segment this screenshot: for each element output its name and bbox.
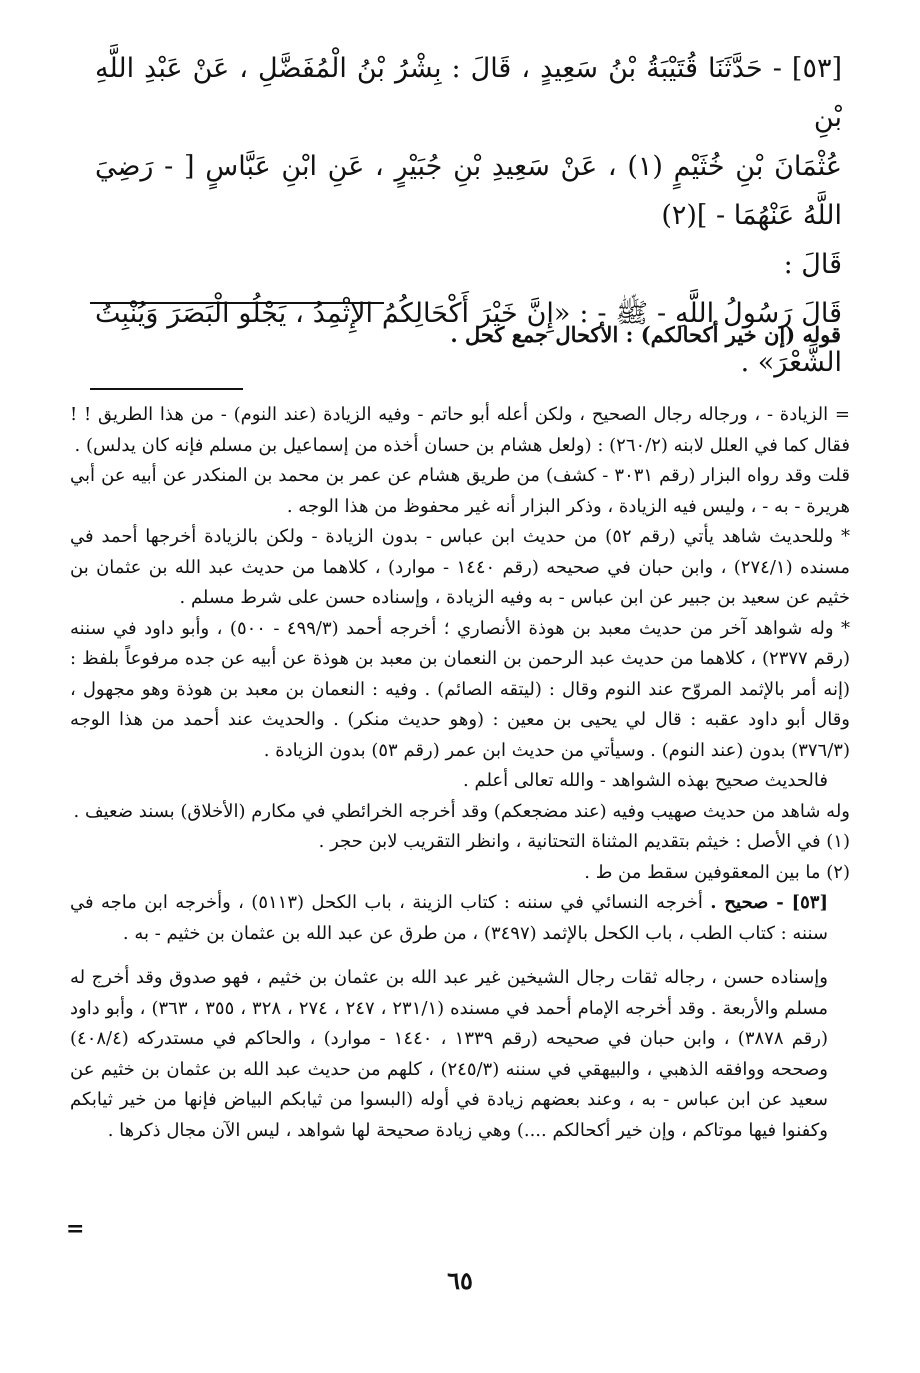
page-number: ٦٥ (447, 1266, 473, 1295)
separator-rule-top (90, 302, 384, 304)
footnote-paragraph: قلت وقد رواه البزار (رقم ٣٠٣١ - كشف) من طريق هشام عن عمر بن محمد بن المنكدر عن أبيه عن أبي هريرة - به - ، وليس فيه الزيادة ، وذكر البزار أنه غير محفوظ من هذا الوجه . (70, 465, 850, 517)
matn-text: قَالَ رَسُولُ اللَّهِ - ﷺ - : «إِنَّ خَيْرَ أَكْحَالِكُمُ الإِثْمِدُ ، يَجْلُو الْبَصَرَ وَيُنْبِتُ الشَّعْرَ» . (95, 298, 842, 378)
footnote-1: (١) في الأصل : خيثم بتقديم المثناة التحتانية ، وانظر التقريب لابن حجر . (318, 831, 850, 852)
takhrij-text: أخرجه النسائي في سننه : كتاب الزينة ، باب الكحل (٥١١٣) ، وأخرجه ابن ماجه في سننه : كتاب الطب ، باب الكحل بالإثمد (٣٤٩٧) ، من طرق عن عبد الله بن عثمان بن خثيم - به . (70, 892, 828, 944)
footnote-paragraph: * وللحديث شاهد يأتي (رقم ٥٢) من حديث ابن عباس - بدون الزيادة - ولكن بالزيادة أخرجها أحمد في مسنده (٢٧٤/١) ، وابن حبان في صحيحه (رقم ١٤٤٠ - موارد) ، كلاهما من حديث عبد الله بن عثمان بن خثيم عن سعيد بن جبير عن ابن عباس - به وفيه الزيادة ، وإسناده حسن على شرط مسلم . (70, 526, 851, 608)
takhrij-paragraph (70, 888, 850, 949)
footnotes-block (70, 400, 850, 1146)
footnote-paragraph: وله شاهد من حديث صهيب وفيه (عند مضجعكم) وقد أخرجه الخرائطي في مكارم (الأخلاق) بسند ضعيف . (73, 800, 850, 822)
takhrij-paragraph: وإسناده حسن ، رجاله ثقات رجال الشيخين غير عبد الله بن عثمان بن خثيم ، فهو صدوق وقد أخرج له مسلم والأربعة . وقد أخرجه الإمام أحمد في مسنده (٢٣١/١ ، ٢٤٧ ، ٢٧٤ ، ٣٢٨ ، ٣٥٥ ، ٣٦٣) ، وأبو داود (رقم ٣٨٧٨) ، وابن حبان في صحيحه (رقم ١٣٣٩ ، ١٤٤٠ - موارد) ، والحاكم في مستدركه (٤٠٨/٤) وصححه ووافقه الذهبي ، والبيهقي في سننه (٢٤٥/٣) ، كلهم من حديث عبد الله بن عثمان بن خثيم عن سعيد عن ابن عباس - به ، وعند بعضهم زيادة في أوله (البسوا من ثيابكم البياض فإنها من خير ثيابكم وكفنوا فيها موتاكم ، وإن خير أكحالكم ....) وهي زيادة صحيحة لها شواهد ، ليس الآن مجال ذكرها . (70, 967, 828, 1141)
continuation-mark: = (66, 1216, 85, 1242)
isnad-line-1: [٥٣] - حَدَّثَنَا قُتَيْبَةُ بْنُ سَعِيدٍ ، قَالَ : بِشْرُ بْنُ الْمُفَضَّلِ ، عَنْ عَبْدِ اللَّهِ بْنِ (95, 53, 842, 133)
footnote-paragraph: * وله شواهد آخر من حديث معبد بن هوذة الأنصاري ؛ أخرجه أحمد (٤٩٩/٣ - ٥٠٠) ، وأبو داود في سننه (رقم ٢٣٧٧) ، كلاهما من حديث عبد الرحمن بن النعمان بن معبد بن هوذة عن أبيه عن جده مرفوعاً بلفظ : (إنه أمر بالإثمد المروّح عند النوم وقال : (ليتقه الصائم) . وفيه : النعمان بن معبد بن هوذة وهو مجهول ، وقال أبو داود عقبه : قال لي يحيى بن معين : (وهو حديث منكر) . والحديث عند أحمد من هذا الوجه (٣٧٦/٣) بدون (عند النوم) . وسيأتي من حديث ابن عمر (رقم ٥٣) بدون الزيادة . (70, 617, 850, 761)
footnote-2: (٢) ما بين المعقوفين سقط من ط . (584, 861, 850, 883)
footnote-separator-rule (90, 388, 243, 390)
footnote-paragraph: = الزيادة - ، ورجاله رجال الصحيح ، ولكن أعله أبو حاتم - وفيه الزيادة (عند النوم) - من هذا الطريق ! ! فقال كما في العلل لابنه (٢٦٠/٢) : (ولعل هشام بن حسان أخذه من إسماعيل بن مسلم فإنه كان يدلس) . (70, 404, 850, 456)
takhrij-label: [٥٣] - صحيح . (710, 892, 828, 913)
explanatory-note: قوله (إن خير أكحالكم) : الأكحال جمع كحل . (450, 322, 841, 347)
isnad-line-3: قَالَ : (783, 249, 842, 280)
isnad-line-2: عُثْمَانَ بْنِ خُثَيْمٍ (١) ، عَنْ سَعِيدِ بْنِ جُبَيْرٍ ، عَنِ ابْنِ عَبَّاسٍ [ - رَضِيَ اللَّهُ عَنْهُمَا - ](٢) (95, 151, 842, 231)
footnote-paragraph: فالحديث صحيح بهذه الشواهد - والله تعالى أعلم . (463, 770, 828, 791)
